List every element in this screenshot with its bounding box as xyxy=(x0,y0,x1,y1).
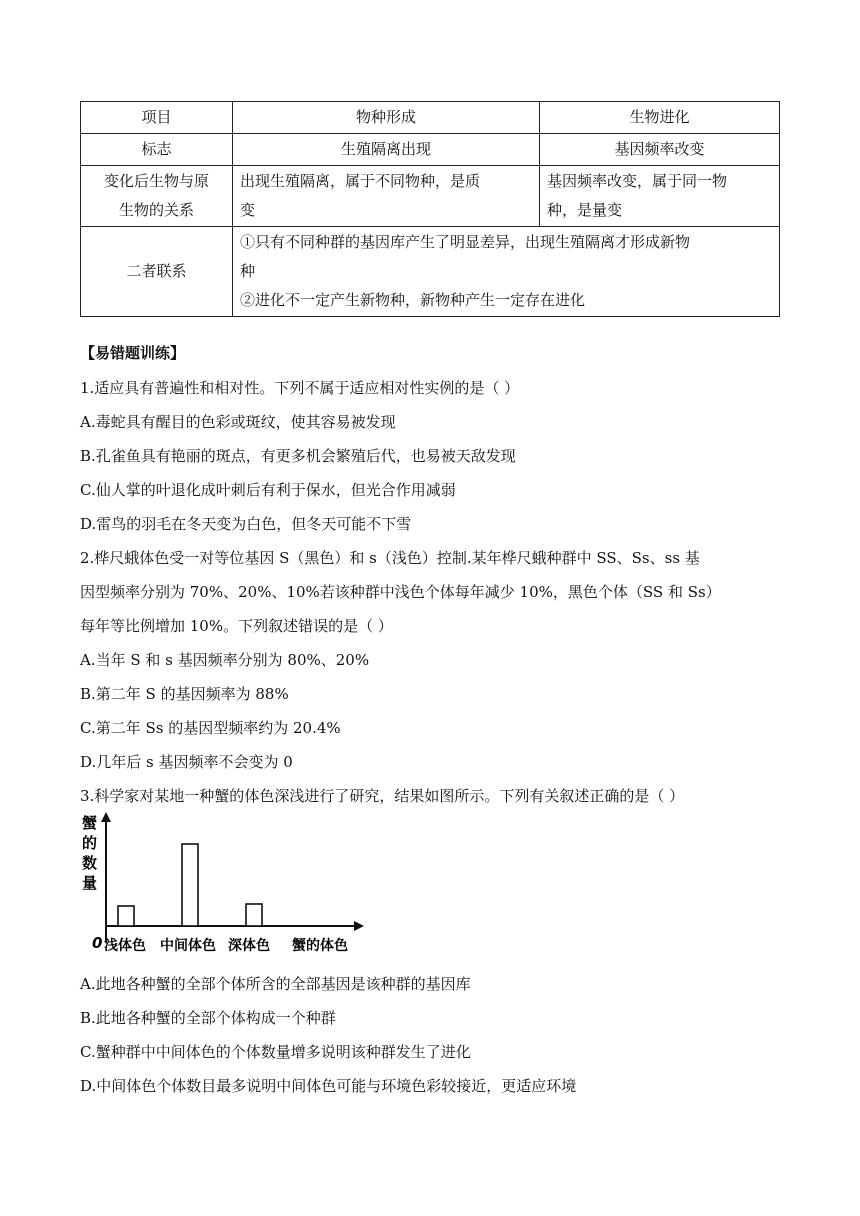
link-line: 种 xyxy=(240,262,256,280)
table-cell: 基因频率改变，属于同一物 种，是量变 xyxy=(540,166,780,227)
question-3-option-c: C.蟹种群中中间体色的个体数量增多说明该种群发生了进化 xyxy=(80,1043,471,1061)
y-axis-label-char: 量 xyxy=(82,874,98,892)
y-axis-arrow xyxy=(101,812,111,822)
origin-label: 0 xyxy=(92,934,103,952)
table-row xyxy=(81,227,780,317)
bar-中间体色 xyxy=(182,844,198,926)
question-2-option-c: C.第二年 Ss 的基因型频率约为 20.4% xyxy=(80,719,341,737)
question-3-stem: 3.科学家对某地一种蟹的体色深浅进行了研究，结果如图所示。下列有关叙述正确的是（ ） xyxy=(80,787,685,805)
link-line: ①只有不同种群的基因库产生了明显差异，出现生殖隔离才形成新物 xyxy=(240,233,691,251)
table-cell: 基因频率改变 xyxy=(540,134,780,166)
question-1-stem: 1.适应具有普遍性和相对性。下列不属于适应相对性实例的是（ ） xyxy=(80,379,520,397)
y-axis-label-char: 蟹 xyxy=(82,814,98,832)
question-1-option-d: D.雷鸟的羽毛在冬天变为白色，但冬天可能不下雪 xyxy=(80,515,412,533)
table-header-cell: 生物进化 xyxy=(540,102,780,134)
section-title: 【易错题训练】 xyxy=(80,344,186,362)
table-cell: 生殖隔离出现 xyxy=(233,134,540,166)
y-axis-label-char: 数 xyxy=(82,854,98,872)
x-tick-label: 深体色 xyxy=(228,938,270,954)
table-row xyxy=(81,134,780,166)
x-axis-arrow xyxy=(354,921,364,931)
table-cell: 出现生殖隔离，属于不同物种，是质 变 xyxy=(233,166,540,227)
x-axis-label: 蟹的体色 xyxy=(292,938,348,954)
question-2-option-a: A.当年 S 和 s 基因频率分别为 80%、20% xyxy=(80,651,370,669)
table-header-row xyxy=(81,102,780,134)
table-cell: 标志 xyxy=(81,134,233,166)
question-3-option-a: A.此地各种蟹的全部个体所含的全部基因是该种群的基因库 xyxy=(80,975,471,993)
question-2-stem-line-3: 每年等比例增加 10%。下列叙述错误的是（ ） xyxy=(80,617,393,635)
table-cell-link-label: 二者联系 xyxy=(81,227,233,317)
question-2-option-d: D.几年后 s 基因频率不会变为 0 xyxy=(80,753,293,771)
link-line: ②进化不一定产生新物种，新物种产生一定存在进化 xyxy=(240,291,586,309)
x-tick-label: 中间体色 xyxy=(160,938,216,954)
table-cell: 变化后生物与原 生物的关系 xyxy=(81,166,233,227)
x-tick-label: 浅体色 xyxy=(104,938,146,954)
question-3-option-d: D.中间体色个体数目最多说明中间体色可能与环境色彩较接近，更适应环境 xyxy=(80,1077,577,1095)
y-axis-label-char: 的 xyxy=(82,834,98,852)
table-header-cell: 物种形成 xyxy=(233,102,540,134)
table-header-cell: 项目 xyxy=(81,102,233,134)
table-cell-link-content xyxy=(233,227,780,317)
question-1-option-c: C.仙人掌的叶退化成叶刺后有利于保水，但光合作用减弱 xyxy=(80,481,456,499)
bar-浅体色 xyxy=(118,906,134,926)
question-3-option-b: B.此地各种蟹的全部个体构成一个种群 xyxy=(80,1009,336,1027)
table-row xyxy=(81,166,780,227)
question-2-stem-line-2: 因型频率分别为 70%、20%、10%若该种群中浅色个体每年减少 10%，黑色个体（SS 和 Ss） xyxy=(80,583,721,601)
question-2-option-b: B.第二年 S 的基因频率为 88% xyxy=(80,685,289,703)
bar-深体色 xyxy=(246,904,262,926)
comparison-table xyxy=(80,101,780,317)
question-1-option-a: A.毒蛇具有醒目的色彩或斑纹，使其容易被发现 xyxy=(80,413,396,431)
crab-color-bar-chart xyxy=(78,812,368,960)
question-2-stem-line-1: 2.桦尺蛾体色受一对等位基因 S（黑色）和 s（浅色）控制.某年桦尺蛾种群中 SS、Ss、ss 基 xyxy=(80,549,700,567)
question-1-option-b: B.孔雀鱼具有艳丽的斑点，有更多机会繁殖后代，也易被天敌发现 xyxy=(80,447,516,465)
